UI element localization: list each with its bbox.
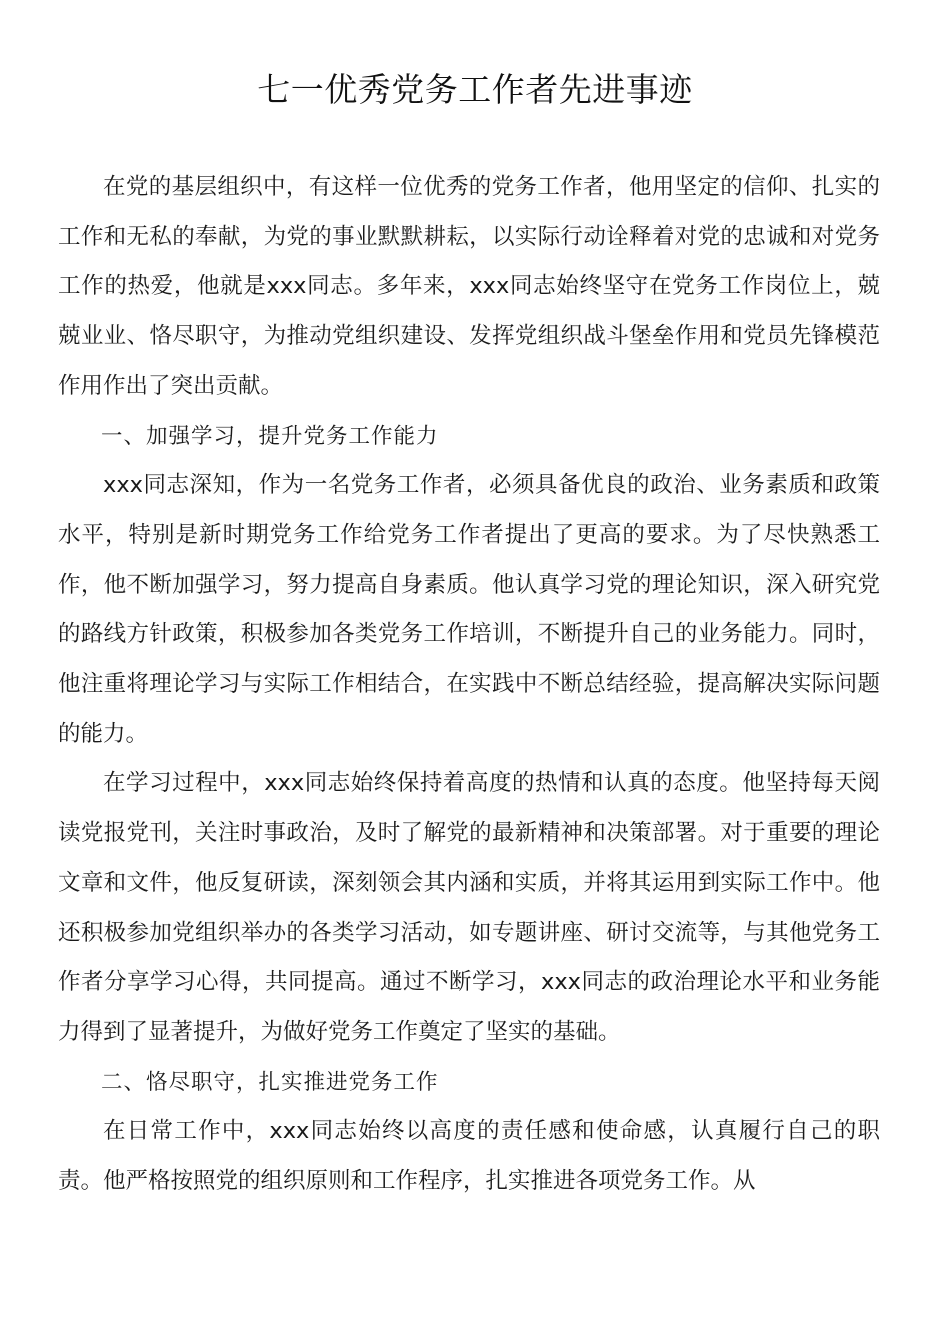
- document-body: [58, 163, 880, 1207]
- section-heading-1: 一、加强学习，提升党务工作能力: [101, 423, 439, 449]
- intro-paragraph: 在党的基层组织中，有这样一位优秀的党务工作者，他用坚定的信仰、扎实的工作和无私的奉献，为党的事业默默耕耘，以实际行动诠释着对党的忠诚和对党务工作的热爱，他就是xxx同志。多年来，xxx同志始终坚守在党务工作岗位上，兢兢业业、恪尽职守，为推动党组织建设、发挥党组织战斗堡垒作用和党员先锋模范作用作出了突出贡献。: [58, 174, 880, 399]
- section-heading-2: 二、恪尽职守，扎实推进党务工作: [101, 1069, 439, 1095]
- section-1-paragraph-2: 在学习过程中，xxx同志始终保持着高度的热情和认真的态度。他坚持每天阅读党报党刊，关注时事政治，及时了解党的最新精神和决策部署。对于重要的理论文章和文件，他反复研读，深刻领会其内涵和实质，并将其运用到实际工作中。他还积极参加党组织举办的各类学习活动，如专题讲座、研讨交流等，与其他党务工作者分享学习心得，共同提高。通过不断学习，xxx同志的政治理论水平和业务能力得到了显著提升，为做好党务工作奠定了坚实的基础。: [58, 770, 880, 1045]
- document-title: 七一优秀党务工作者先进事迹: [257, 70, 693, 109]
- section-1-paragraph-1: xxx同志深知，作为一名党务工作者，必须具备优良的政治、业务素质和政策水平，特别是新时期党务工作给党务工作者提出了更高的要求。为了尽快熟悉工作，他不断加强学习，努力提高自身素质。他认真学习党的理论知识，深入研究党的路线方针政策，积极参加各类党务工作培训，不断提升自己的业务能力。同时，他注重将理论学习与实际工作相结合，在实践中不断总结经验，提高解决实际问题的能力。: [58, 472, 880, 747]
- section-2-paragraph-1: 在日常工作中，xxx同志始终以高度的责任感和使命感，认真履行自己的职责。他严格按照党的组织原则和工作程序，扎实推进各项党务工作。从: [58, 1118, 880, 1195]
